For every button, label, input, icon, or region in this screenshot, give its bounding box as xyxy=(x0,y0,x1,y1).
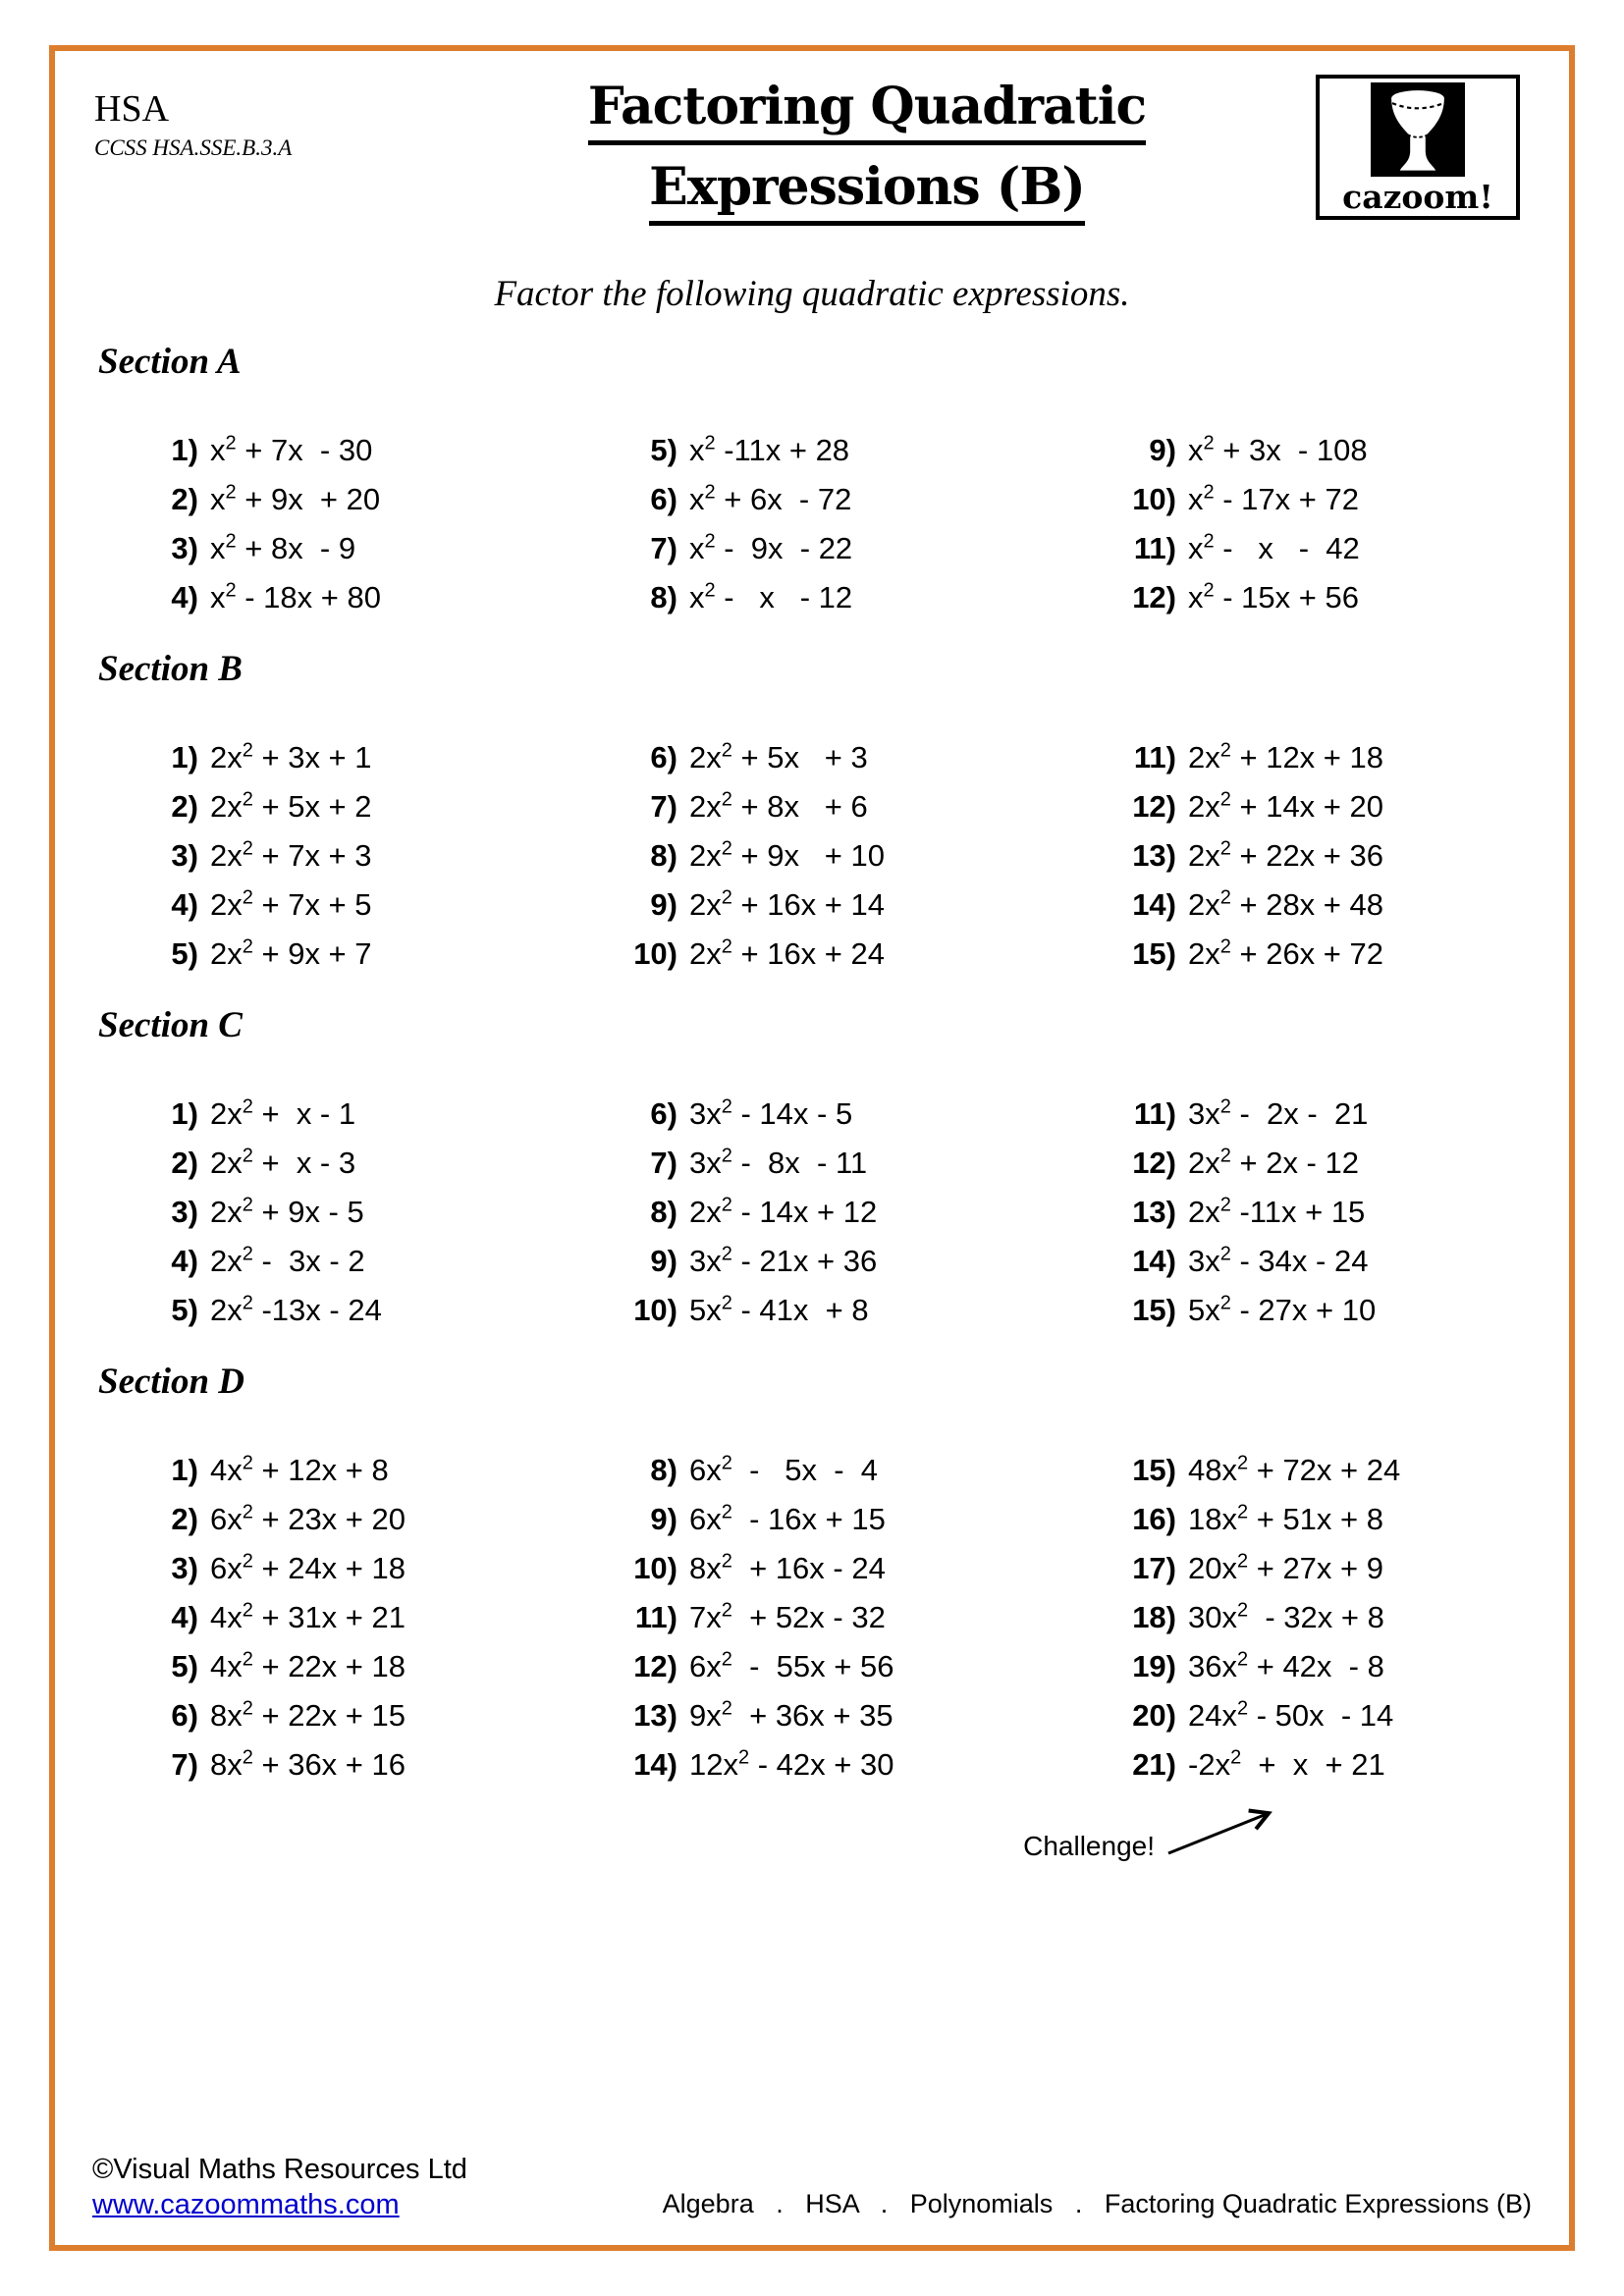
problem-row xyxy=(130,782,609,831)
problem-number: 21) xyxy=(1132,1747,1176,1783)
problem-number: 2) xyxy=(171,1146,198,1181)
problem-expression: $2x^2 + 8x + 6$ xyxy=(689,789,868,825)
problem-row xyxy=(609,831,1108,881)
problem-expression: $x^2 + 7x - 30$ xyxy=(210,433,373,468)
problem-number: 14) xyxy=(1132,887,1176,923)
problem-number: 3) xyxy=(171,1551,198,1586)
problem-row xyxy=(130,1090,609,1139)
problem-number: 17) xyxy=(1132,1551,1176,1586)
problem-expression: $x^2 - 9x - 22$ xyxy=(689,531,853,566)
footer xyxy=(88,2151,1536,2229)
problem-row xyxy=(1108,1139,1536,1188)
section xyxy=(88,1361,1536,1789)
problem-row xyxy=(609,1090,1108,1139)
problem-number: 7) xyxy=(650,789,677,825)
problem-number: 5) xyxy=(171,1649,198,1684)
page-title-line2: Expressions (B) xyxy=(649,159,1085,226)
problem-expression: $2x^2 + 5x + 2$ xyxy=(210,789,372,825)
problem-row xyxy=(609,1139,1108,1188)
problem-row xyxy=(609,426,1108,475)
problem-column xyxy=(130,733,609,979)
problem-expression: $2x^2 + 16x + 14$ xyxy=(689,887,885,923)
problem-number: 14) xyxy=(1132,1244,1176,1279)
problem-row xyxy=(609,1495,1108,1544)
problem-expression: $2x^2 + 9x - 5$ xyxy=(210,1195,364,1230)
problem-number: 15) xyxy=(1132,936,1176,972)
problem-row xyxy=(609,1446,1108,1495)
problem-expression: $6x^2 + 23x + 20$ xyxy=(210,1502,406,1537)
ccss-standard: CCSS HSA.SSE.B.3.A xyxy=(94,134,293,160)
challenge-label: Challenge! xyxy=(1023,1831,1155,1862)
problem-row xyxy=(609,573,1108,622)
problem-row xyxy=(1108,930,1536,979)
problem-row xyxy=(130,1446,609,1495)
problem-number: 12) xyxy=(1132,580,1176,615)
problem-row xyxy=(1108,1544,1536,1593)
problem-number: 13) xyxy=(633,1698,677,1734)
problem-number: 11) xyxy=(1133,531,1176,566)
problem-row xyxy=(609,733,1108,782)
problem-number: 6) xyxy=(171,1698,198,1734)
problem-number: 6) xyxy=(650,740,677,775)
footer-left xyxy=(92,2151,467,2221)
section-heading: Section D xyxy=(98,1362,245,1403)
problem-expression: $4x^2 + 12x + 8$ xyxy=(210,1453,389,1488)
problem-row xyxy=(130,1237,609,1286)
problem-expression: $9x^2 + 36x + 35$ xyxy=(689,1698,893,1734)
problem-expression: $3x^2 - 8x - 11$ xyxy=(689,1146,868,1181)
problem-row xyxy=(130,733,609,782)
problem-row xyxy=(1108,475,1536,524)
problem-row xyxy=(1108,1691,1536,1740)
problem-row xyxy=(1108,782,1536,831)
problem-row xyxy=(130,475,609,524)
problem-expression: $x^2$ -11x + 28 xyxy=(689,433,850,468)
problem-expression: $18x^2 + 51x + 8$ xyxy=(1188,1502,1383,1537)
header xyxy=(88,65,1536,240)
problem-number: 19) xyxy=(1132,1649,1176,1684)
problem-expression: $2x^2 + 28x + 48$ xyxy=(1188,887,1383,923)
problem-column xyxy=(130,426,609,622)
section xyxy=(88,648,1536,979)
problem-column xyxy=(1108,1090,1536,1335)
problem-expression: $3x^2 - 2x - 21$ xyxy=(1188,1096,1369,1132)
problem-number: 4) xyxy=(171,887,198,923)
section-heading: Section A xyxy=(98,342,242,383)
problem-expression: $4x^2 + 31x + 21$ xyxy=(210,1600,406,1635)
problem-number: 7) xyxy=(171,1747,198,1783)
problem-number: 8) xyxy=(650,1453,677,1488)
problem-expression: $2x^2$ -13x - 24 xyxy=(210,1293,382,1328)
problem-row xyxy=(609,524,1108,573)
problem-number: 2) xyxy=(171,1502,198,1537)
header-left xyxy=(88,65,418,161)
problem-expression: $20x^2 + 27x + 9$ xyxy=(1188,1551,1383,1586)
section-heading: Section C xyxy=(98,1005,243,1046)
problem-expression: $2x^2 + x - 3$ xyxy=(210,1146,356,1181)
problem-row xyxy=(130,426,609,475)
problem-column xyxy=(609,1446,1108,1789)
problem-number: 1) xyxy=(171,740,198,775)
problem-expression: $3x^2 - 21x + 36$ xyxy=(689,1244,878,1279)
problem-number: 11) xyxy=(1133,1096,1176,1132)
problem-number: 8) xyxy=(650,1195,677,1230)
problem-expression: $2x^2 - 3x - 2$ xyxy=(210,1244,365,1279)
header-right xyxy=(1316,75,1536,220)
problem-row xyxy=(609,1642,1108,1691)
problem-expression: $6x^2 + 24x + 18$ xyxy=(210,1551,406,1586)
problem-row xyxy=(1108,1642,1536,1691)
problem-row xyxy=(1108,573,1536,622)
problem-number: 13) xyxy=(1132,838,1176,874)
problem-expression: $2x^2 + 7x + 5$ xyxy=(210,887,372,923)
problem-column xyxy=(1108,1446,1536,1789)
problem-number: 9) xyxy=(650,1502,677,1537)
problem-expression: $x^2 + 8x - 9$ xyxy=(210,531,356,566)
problem-number: 1) xyxy=(171,1096,198,1132)
problem-expression: $x^2 + 9x + 20$ xyxy=(210,482,381,517)
problem-number: 16) xyxy=(1132,1502,1176,1537)
problem-expression: $2x^2 + 3x + 1$ xyxy=(210,740,372,775)
website-link[interactable]: www.cazoommaths.com xyxy=(92,2189,400,2220)
problem-row xyxy=(609,881,1108,930)
problem-expression: $36x^2 + 42x - 8$ xyxy=(1188,1649,1384,1684)
problem-column xyxy=(609,1090,1108,1335)
problem-number: 9) xyxy=(650,1244,677,1279)
problem-row xyxy=(1108,1237,1536,1286)
problem-expression: $12x^2 - 42x + 30$ xyxy=(689,1747,894,1783)
problem-row xyxy=(609,1691,1108,1740)
problem-column xyxy=(130,1446,609,1789)
problem-number: 10) xyxy=(633,1293,677,1328)
problem-expression: $2x^2 + 9x + 10$ xyxy=(689,838,885,874)
problem-row xyxy=(130,524,609,573)
problem-row xyxy=(609,1286,1108,1335)
problem-number: 15) xyxy=(1132,1293,1176,1328)
problem-row xyxy=(609,1188,1108,1237)
problem-expression: $2x^2 + 5x + 3$ xyxy=(689,740,868,775)
problem-expression: $2x^2 + 2x - 12$ xyxy=(1188,1146,1359,1181)
problem-number: 7) xyxy=(650,531,677,566)
problem-grid xyxy=(130,1090,1536,1335)
problem-row xyxy=(130,1593,609,1642)
problem-number: 10) xyxy=(1132,482,1176,517)
problem-number: 12) xyxy=(1132,1146,1176,1181)
problem-number: 4) xyxy=(171,1244,198,1279)
problem-expression: $2x^2 + 16x + 24$ xyxy=(689,936,885,972)
section-heading: Section B xyxy=(98,649,243,690)
problem-number: 20) xyxy=(1132,1698,1176,1734)
worksheet-frame xyxy=(49,45,1575,2251)
problem-expression: $x^2 - 17x + 72$ xyxy=(1188,482,1359,517)
problem-row xyxy=(130,573,609,622)
problem-row xyxy=(1108,1593,1536,1642)
problem-row xyxy=(1108,1286,1536,1335)
problem-expression: $2x^2 - 14x + 12$ xyxy=(689,1195,878,1230)
problem-row xyxy=(1108,1188,1536,1237)
problem-expression: $-2x^2 + x + 21$ xyxy=(1188,1747,1385,1783)
problem-number: 2) xyxy=(171,789,198,825)
problem-expression: $8x^2 + 36x + 16$ xyxy=(210,1747,406,1783)
problem-expression: $x^2 - 18x + 80$ xyxy=(210,580,381,615)
problem-row xyxy=(130,1495,609,1544)
problem-number: 8) xyxy=(650,838,677,874)
problem-column xyxy=(609,733,1108,979)
problem-expression: $x^2$ - x - 42 xyxy=(1188,531,1360,566)
problem-number: 1) xyxy=(171,1453,198,1488)
problem-grid xyxy=(130,733,1536,979)
title-block xyxy=(418,65,1316,240)
problem-expression: $8x^2 + 22x + 15$ xyxy=(210,1698,406,1734)
problem-number: 11) xyxy=(1133,740,1176,775)
problem-row xyxy=(130,881,609,930)
problem-number: 6) xyxy=(650,1096,677,1132)
problem-row xyxy=(130,930,609,979)
problem-expression: $2x^2 + x - 1$ xyxy=(210,1096,356,1132)
problem-number: 3) xyxy=(171,1195,198,1230)
problem-number: 5) xyxy=(650,433,677,468)
problem-expression: $48x^2 + 72x + 24$ xyxy=(1188,1453,1401,1488)
problem-column xyxy=(1108,426,1536,622)
problem-row xyxy=(1108,426,1536,475)
problem-row xyxy=(609,1593,1108,1642)
problem-row xyxy=(609,475,1108,524)
problem-expression: $x^2$ - x - 12 xyxy=(689,580,853,615)
problem-expression: $4x^2 + 22x + 18$ xyxy=(210,1649,406,1684)
problem-row xyxy=(1108,1090,1536,1139)
problem-number: 8) xyxy=(650,580,677,615)
problem-number: 7) xyxy=(650,1146,677,1181)
instruction-text: Factor the following quadratic expressions. xyxy=(494,274,1130,315)
problem-row xyxy=(609,1740,1108,1789)
problem-row xyxy=(130,1642,609,1691)
problem-number: 12) xyxy=(633,1649,677,1684)
problem-expression: $3x^2 - 34x - 24$ xyxy=(1188,1244,1369,1279)
problem-expression: $2x^2 + 14x + 20$ xyxy=(1188,789,1383,825)
problem-row xyxy=(130,1740,609,1789)
problem-expression: $5x^2 - 41x + 8$ xyxy=(689,1293,869,1328)
problem-column xyxy=(1108,733,1536,979)
problem-expression: $x^2 + 3x - 108$ xyxy=(1188,433,1368,468)
problem-number: 9) xyxy=(650,887,677,923)
problem-row xyxy=(1108,831,1536,881)
problem-row xyxy=(609,782,1108,831)
problem-number: 9) xyxy=(1149,433,1176,468)
problem-number: 2) xyxy=(171,482,198,517)
problem-expression: $6x^2 - 16x + 15$ xyxy=(689,1502,886,1537)
problem-expression: $6x^2 - 55x + 56$ xyxy=(689,1649,894,1684)
problem-expression: $6x^2 - 5x - 4$ xyxy=(689,1453,879,1488)
problem-expression: $x^2 + 6x - 72$ xyxy=(689,482,852,517)
problem-number: 12) xyxy=(1132,789,1176,825)
problem-row xyxy=(130,1188,609,1237)
problem-grid xyxy=(130,1446,1536,1789)
problem-number: 1) xyxy=(171,433,198,468)
problem-row xyxy=(130,1544,609,1593)
problem-row xyxy=(1108,1495,1536,1544)
problem-row xyxy=(1108,881,1536,930)
drum-icon xyxy=(1371,82,1465,177)
problem-expression: $7x^2 + 52x - 32$ xyxy=(689,1600,886,1635)
problem-number: 5) xyxy=(171,1293,198,1328)
problem-row xyxy=(609,1237,1108,1286)
problem-column xyxy=(609,426,1108,622)
problem-number: 10) xyxy=(633,936,677,972)
problem-number: 6) xyxy=(650,482,677,517)
problem-expression: $2x^2 + 22x + 36$ xyxy=(1188,838,1383,874)
problem-number: 13) xyxy=(1132,1195,1176,1230)
problem-number: 11) xyxy=(634,1600,677,1635)
problem-expression: $30x^2 - 32x + 8$ xyxy=(1188,1600,1384,1635)
problem-expression: $2x^2$ -11x + 15 xyxy=(1188,1195,1366,1230)
breadcrumb: Algebra . HSA . Polynomials . Factoring Quadratic Expressions (B) xyxy=(662,2189,1532,2218)
problem-number: 15) xyxy=(1132,1453,1176,1488)
copyright-text: ©Visual Maths Resources Ltd xyxy=(92,2153,467,2185)
problem-column xyxy=(130,1090,609,1335)
problem-number: 14) xyxy=(633,1747,677,1783)
problem-number: 18) xyxy=(1132,1600,1176,1635)
challenge-arrow-icon xyxy=(1164,1802,1282,1859)
problem-row xyxy=(1108,1740,1536,1789)
section xyxy=(88,1004,1536,1335)
problem-number: 4) xyxy=(171,580,198,615)
problem-row xyxy=(1108,524,1536,573)
section xyxy=(88,341,1536,622)
problem-row xyxy=(609,1544,1108,1593)
problem-number: 4) xyxy=(171,1600,198,1635)
problem-number: 10) xyxy=(633,1551,677,1586)
problem-number: 3) xyxy=(171,838,198,874)
problem-row xyxy=(609,930,1108,979)
problem-expression: $2x^2 + 9x + 7$ xyxy=(210,936,372,972)
problem-expression: $3x^2 - 14x - 5$ xyxy=(689,1096,853,1132)
problem-row xyxy=(130,831,609,881)
problem-expression: $24x^2 - 50x - 14$ xyxy=(1188,1698,1394,1734)
logo-wordmark: cazoom! xyxy=(1342,177,1493,216)
worksheet-content xyxy=(88,65,1536,2229)
problem-row xyxy=(1108,733,1536,782)
problem-expression: $5x^2 - 27x + 10$ xyxy=(1188,1293,1377,1328)
problem-row xyxy=(130,1691,609,1740)
problem-expression: $x^2 - 15x + 56$ xyxy=(1188,580,1359,615)
cazoom-logo xyxy=(1316,75,1520,220)
problem-row xyxy=(130,1286,609,1335)
page-title-line1: Factoring Quadratic xyxy=(588,79,1146,145)
problem-row xyxy=(130,1139,609,1188)
problem-expression: $2x^2 + 12x + 18$ xyxy=(1188,740,1383,775)
challenge-annotation xyxy=(88,1815,1536,1878)
sections-root xyxy=(88,315,1536,1809)
problem-number: 3) xyxy=(171,531,198,566)
problem-number: 5) xyxy=(171,936,198,972)
problem-expression: $2x^2 + 7x + 3$ xyxy=(210,838,372,874)
problem-expression: $8x^2 + 16x - 24$ xyxy=(689,1551,886,1586)
problem-grid xyxy=(130,426,1536,622)
course-code: HSA xyxy=(94,88,170,130)
problem-expression: $2x^2 + 26x + 72$ xyxy=(1188,936,1383,972)
problem-row xyxy=(1108,1446,1536,1495)
